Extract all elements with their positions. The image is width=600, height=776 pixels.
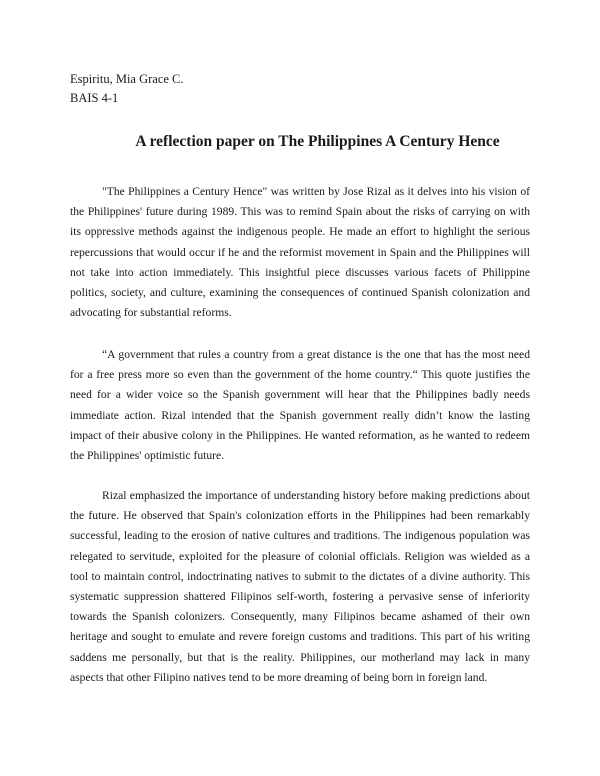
body-paragraph: "The Philippines a Century Hence" was written by Jose Rizal as it delves into his vision of the Philippines' future during 1989. This was to remind Spain about the risks of carrying on with its oppressive methods against the indigenous people. He made an effort to highlight the serious repercussions that would occur if he and the reformist movement in Spain and the Philippines will not take into action immediately. This insightful piece discusses various facets of Philippine politics, society, and culture, examining the consequences of continued Spanish colonization and advocating for substantial reforms. [70, 185, 530, 320]
author-name: Espiritu, Mia Grace C. [70, 72, 184, 86]
body-paragraph: Rizal emphasized the importance of understanding history before making predictions about the future. He observed that Spain's colonization efforts in the Philippines had been remarkably successful, leading to the erosion of native cultures and traditions. The indigenous population was relegated to servitude, exploited for the pleasure of colonial officials. Religion was wielded as a tool to maintain control, indoctrinating natives to submit to the dictates of a divine authority. This systematic suppression shattered Filipinos self-worth, fostering a pervasive sense of inferiority towards the Spanish colonizers. Consequently, many Filipinos became ashamed of their own heritage and sought to emulate and revere foreign customs and traditions. This part of his writing saddens me personally, but that is the reality. Philippines, our motherland may lack in many aspects that other Filipino natives tend to be more dreaming of being born in foreign land. [70, 489, 530, 684]
author-section: BAIS 4-1 [70, 91, 119, 105]
document-title: A reflection paper on The Philippines A Century Hence [135, 133, 500, 150]
author-block [70, 70, 184, 108]
body-paragraph: “A government that rules a country from a great distance is the one that has the most need for a free press more so even than the government of the home country.“ This quote justifies the need for a wider voice so the Spanish government will hear that the Philippines badly needs immediate action. Rizal intended that the Spanish government really didn’t know the lasting impact of their abusive colony in the Philippines. He wanted reformation, as he wanted to redeem the Philippines' optimistic future. [70, 348, 530, 463]
